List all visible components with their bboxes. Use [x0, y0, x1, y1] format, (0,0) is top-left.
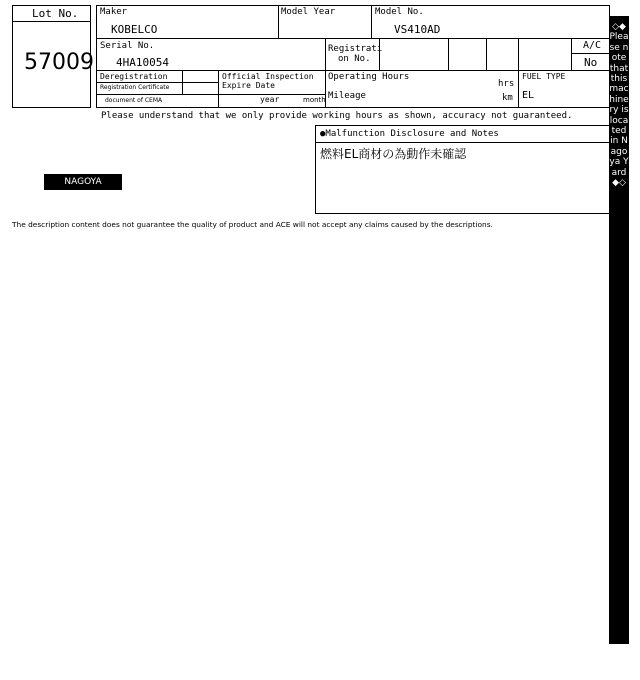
- disclaimer: The description content does not guarantee the quality of product and ACE will not accept any claims caused by the descriptions.: [12, 220, 493, 229]
- operating-hours-label: Operating Hours: [328, 72, 410, 82]
- deregistration-label: Deregistration: [100, 72, 168, 81]
- lot-number: 57009: [24, 50, 94, 75]
- fuel-type-label: FUEL TYPE: [522, 72, 566, 81]
- ac-value: No: [584, 56, 598, 69]
- location-sidebar: [609, 16, 629, 644]
- malfunction-notes: 燃料EL商材の為動作未確認: [320, 147, 467, 161]
- malfunction-box: [315, 125, 610, 214]
- location-badge: NAGOYA: [44, 174, 122, 190]
- ac-label: A/C: [583, 40, 602, 51]
- model-no-value: VS410AD: [394, 23, 441, 36]
- maker-label: Maker: [100, 7, 128, 17]
- fuel-type-value: EL: [522, 90, 535, 101]
- maker-value: KOBELCO: [111, 23, 158, 36]
- sidebar-notice: ◇◆ Please note that this machinery is located in Nagoya Yard ◆◇: [609, 22, 629, 189]
- inspection-label-2: Expire Date: [222, 81, 275, 90]
- inspection-label-1: Official Inspection: [222, 72, 314, 81]
- working-hours-notice: Please understand that we only provide working hours as shown, accuracy not guaranteed.: [101, 111, 573, 121]
- model-no-label: Model No.: [375, 7, 424, 17]
- registration-label-1: Registrati: [328, 44, 383, 54]
- registration-certificate-label: Registration Certificate: [100, 84, 170, 91]
- inspection-year: year: [260, 95, 280, 104]
- registration-label-2: on No.: [338, 54, 371, 64]
- lot-label: Lot No.: [32, 7, 79, 20]
- operating-hours-unit: hrs: [498, 79, 515, 89]
- malfunction-title: ●Malfunction Disclosure and Notes: [320, 129, 499, 139]
- inspection-month: month: [303, 96, 326, 104]
- mileage-label: Mileage: [328, 91, 366, 101]
- mileage-unit: km: [502, 93, 513, 103]
- lot-box: [12, 5, 94, 108]
- cema-document-label: document of CEMA: [105, 97, 163, 104]
- serial-value: 4HA10054: [116, 56, 169, 69]
- model-year-label: Model Year: [281, 7, 336, 17]
- serial-label: Serial No.: [100, 41, 155, 51]
